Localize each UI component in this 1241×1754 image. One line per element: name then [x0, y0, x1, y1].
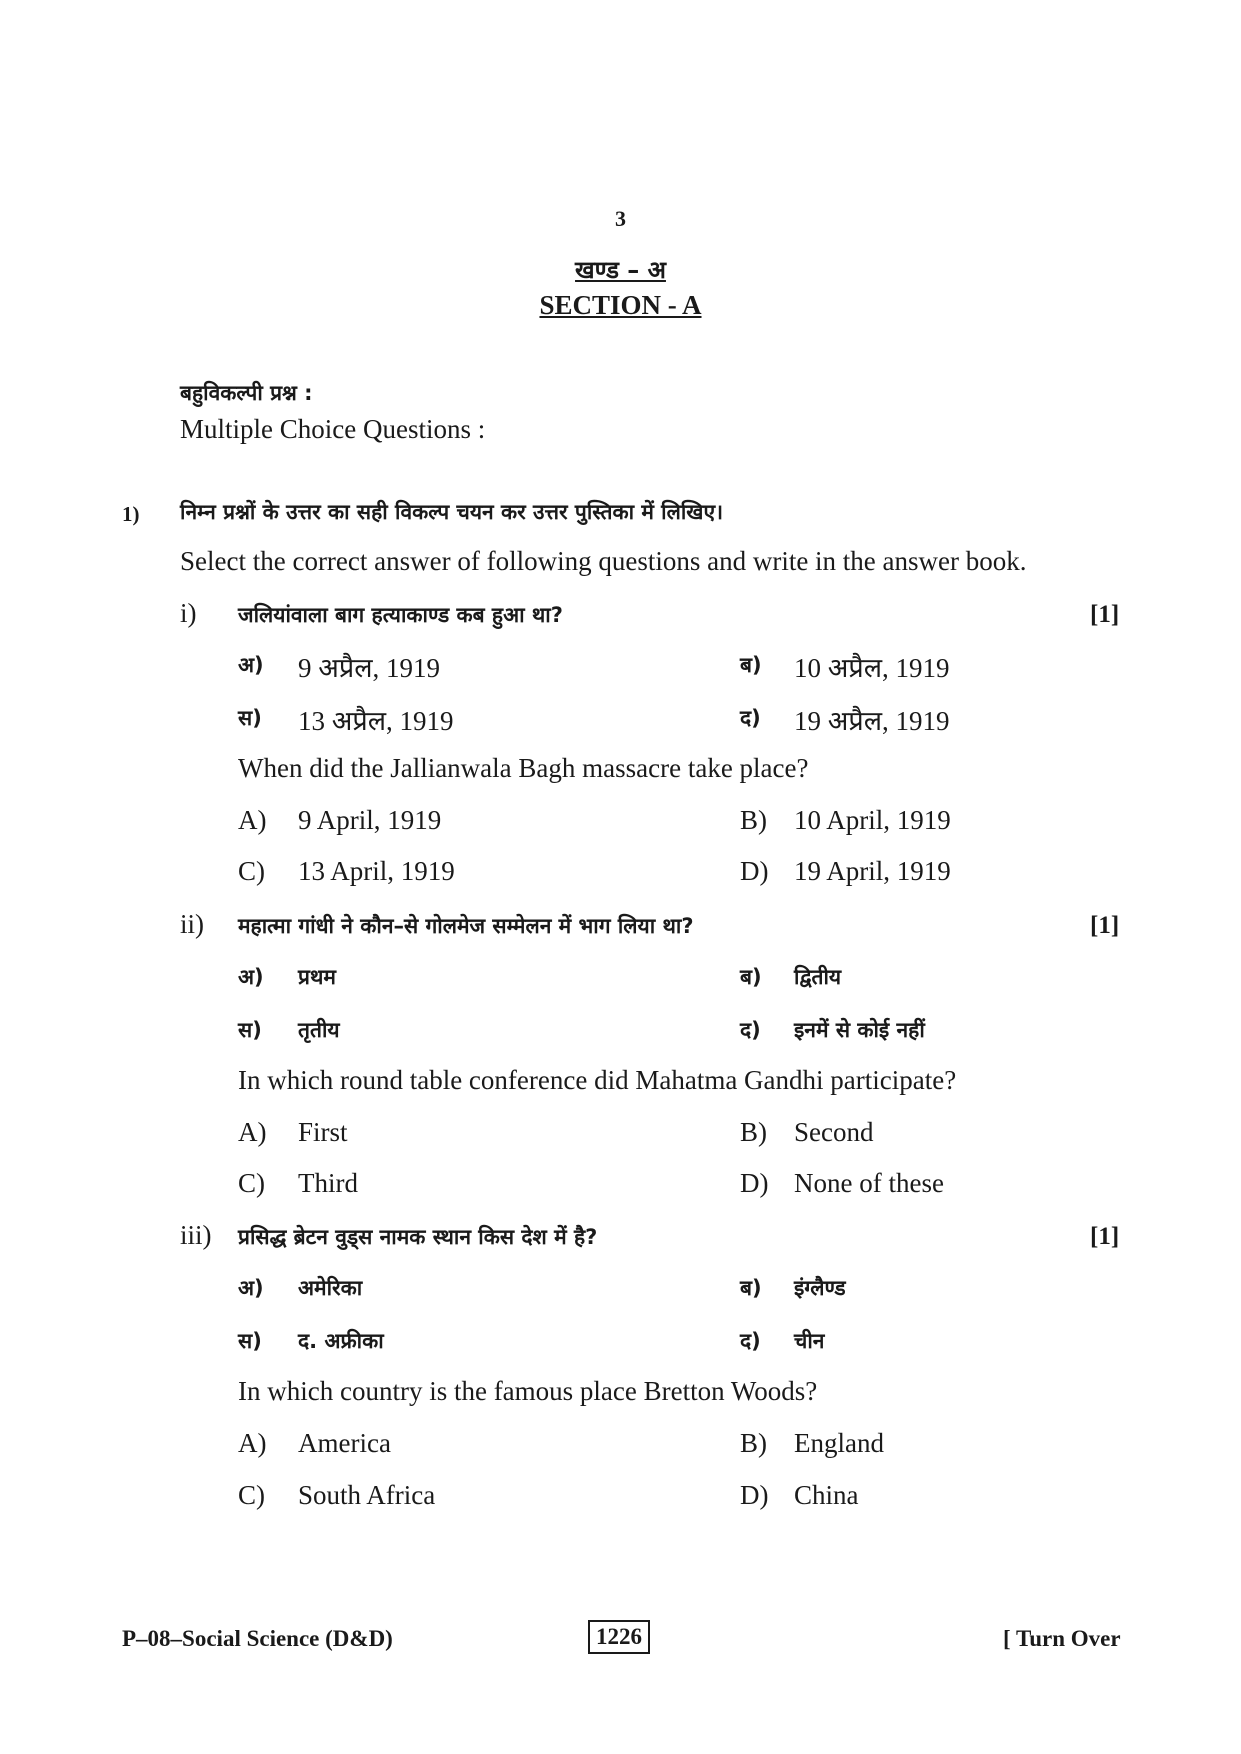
option-text: 9 अप्रैल, 1919: [298, 653, 441, 683]
instruction-hindi: निम्न प्रश्नों के उत्तर का सही विकल्प चयन कर उत्तर पुस्तिका में लिखिए।: [180, 500, 724, 524]
option-label: स): [238, 1018, 262, 1042]
option-label: स): [238, 706, 262, 730]
option-text: Second: [794, 1117, 874, 1147]
option-text: 10 अप्रैल, 1919: [794, 653, 950, 683]
subq-text-hindi: प्रसिद्ध ब्रेटन वुड्स नामक स्थान किस देश में है?: [238, 1225, 598, 1249]
option-text: 13 अप्रैल, 1919: [298, 706, 454, 736]
option-label: द): [740, 706, 761, 730]
option-label: अ): [238, 1276, 264, 1300]
option-label: C): [238, 856, 265, 886]
option-text: द्वितीय: [794, 965, 842, 989]
option-text: 9 April, 1919: [298, 805, 442, 835]
option-text: Third: [298, 1168, 358, 1198]
option-text: First: [298, 1117, 348, 1147]
subq-text-english: In which round table conference did Mahatma Gandhi participate?: [238, 1065, 957, 1095]
paper-code: P–08–Social Science (D&D): [122, 1626, 393, 1651]
subq-number: ii): [180, 909, 204, 939]
subq-text-english: When did the Jallianwala Bagh massacre take place?: [238, 753, 809, 783]
option-text: अमेरिका: [298, 1276, 363, 1300]
option-label: C): [238, 1480, 265, 1510]
section-title-hindi: खण्ड – अ: [575, 256, 666, 284]
option-label: ब): [740, 1276, 762, 1300]
option-label: B): [740, 1117, 767, 1147]
question-number: 1): [122, 502, 140, 526]
subq-text-hindi: महात्मा गांधी ने कौन–से गोलमेज सम्मेलन में भाग लिया था?: [238, 914, 694, 938]
turn-over: [ Turn Over: [1003, 1626, 1121, 1651]
option-label: स): [238, 1329, 262, 1353]
option-label: अ): [238, 965, 264, 989]
option-text: इनमें से कोई नहीं: [794, 1018, 925, 1042]
subq-text-hindi: जलियांवाला बाग हत्याकाण्ड कब हुआ था?: [238, 603, 563, 627]
mcq-heading-english: Multiple Choice Questions :: [180, 414, 486, 444]
mcq-heading-hindi: बहुविकल्पी प्रश्न :: [180, 381, 313, 405]
subq-number: iii): [180, 1220, 212, 1250]
option-text: प्रथम: [298, 965, 336, 989]
marks: [1]: [1090, 912, 1120, 939]
option-text: तृतीय: [298, 1018, 340, 1042]
marks: [1]: [1090, 1223, 1120, 1250]
option-label: B): [740, 1428, 767, 1458]
option-text: China: [794, 1480, 859, 1510]
option-label: A): [238, 1117, 267, 1147]
option-label: A): [238, 1428, 267, 1458]
option-text: इंग्लैण्ड: [794, 1276, 846, 1300]
option-label: D): [740, 856, 769, 886]
option-text: South Africa: [298, 1480, 436, 1510]
option-label: C): [238, 1168, 265, 1198]
option-label: ब): [740, 965, 762, 989]
option-label: द): [740, 1329, 761, 1353]
section-title-english: SECTION - A: [539, 290, 702, 320]
option-text: चीन: [794, 1329, 825, 1353]
option-label: ब): [740, 653, 762, 677]
option-label: A): [238, 805, 267, 835]
option-text: England: [794, 1428, 884, 1458]
option-label: D): [740, 1168, 769, 1198]
subq-number: i): [180, 598, 197, 628]
option-label: अ): [238, 653, 264, 677]
option-text: द. अफ्रीका: [298, 1329, 384, 1353]
marks: [1]: [1090, 601, 1120, 628]
center-code-box: 1226: [588, 1620, 650, 1654]
page-number: 3: [615, 206, 626, 231]
option-text: 13 April, 1919: [298, 856, 455, 886]
option-label: B): [740, 805, 767, 835]
option-label: D): [740, 1480, 769, 1510]
subq-text-english: In which country is the famous place Bretton Woods?: [238, 1376, 818, 1406]
option-text: 10 April, 1919: [794, 805, 951, 835]
option-text: America: [298, 1428, 391, 1458]
option-text: 19 अप्रैल, 1919: [794, 706, 950, 736]
option-text: None of these: [794, 1168, 944, 1198]
instruction-english: Select the correct answer of following questions and write in the answer book.: [180, 546, 1027, 576]
option-text: 19 April, 1919: [794, 856, 951, 886]
option-label: द): [740, 1018, 761, 1042]
